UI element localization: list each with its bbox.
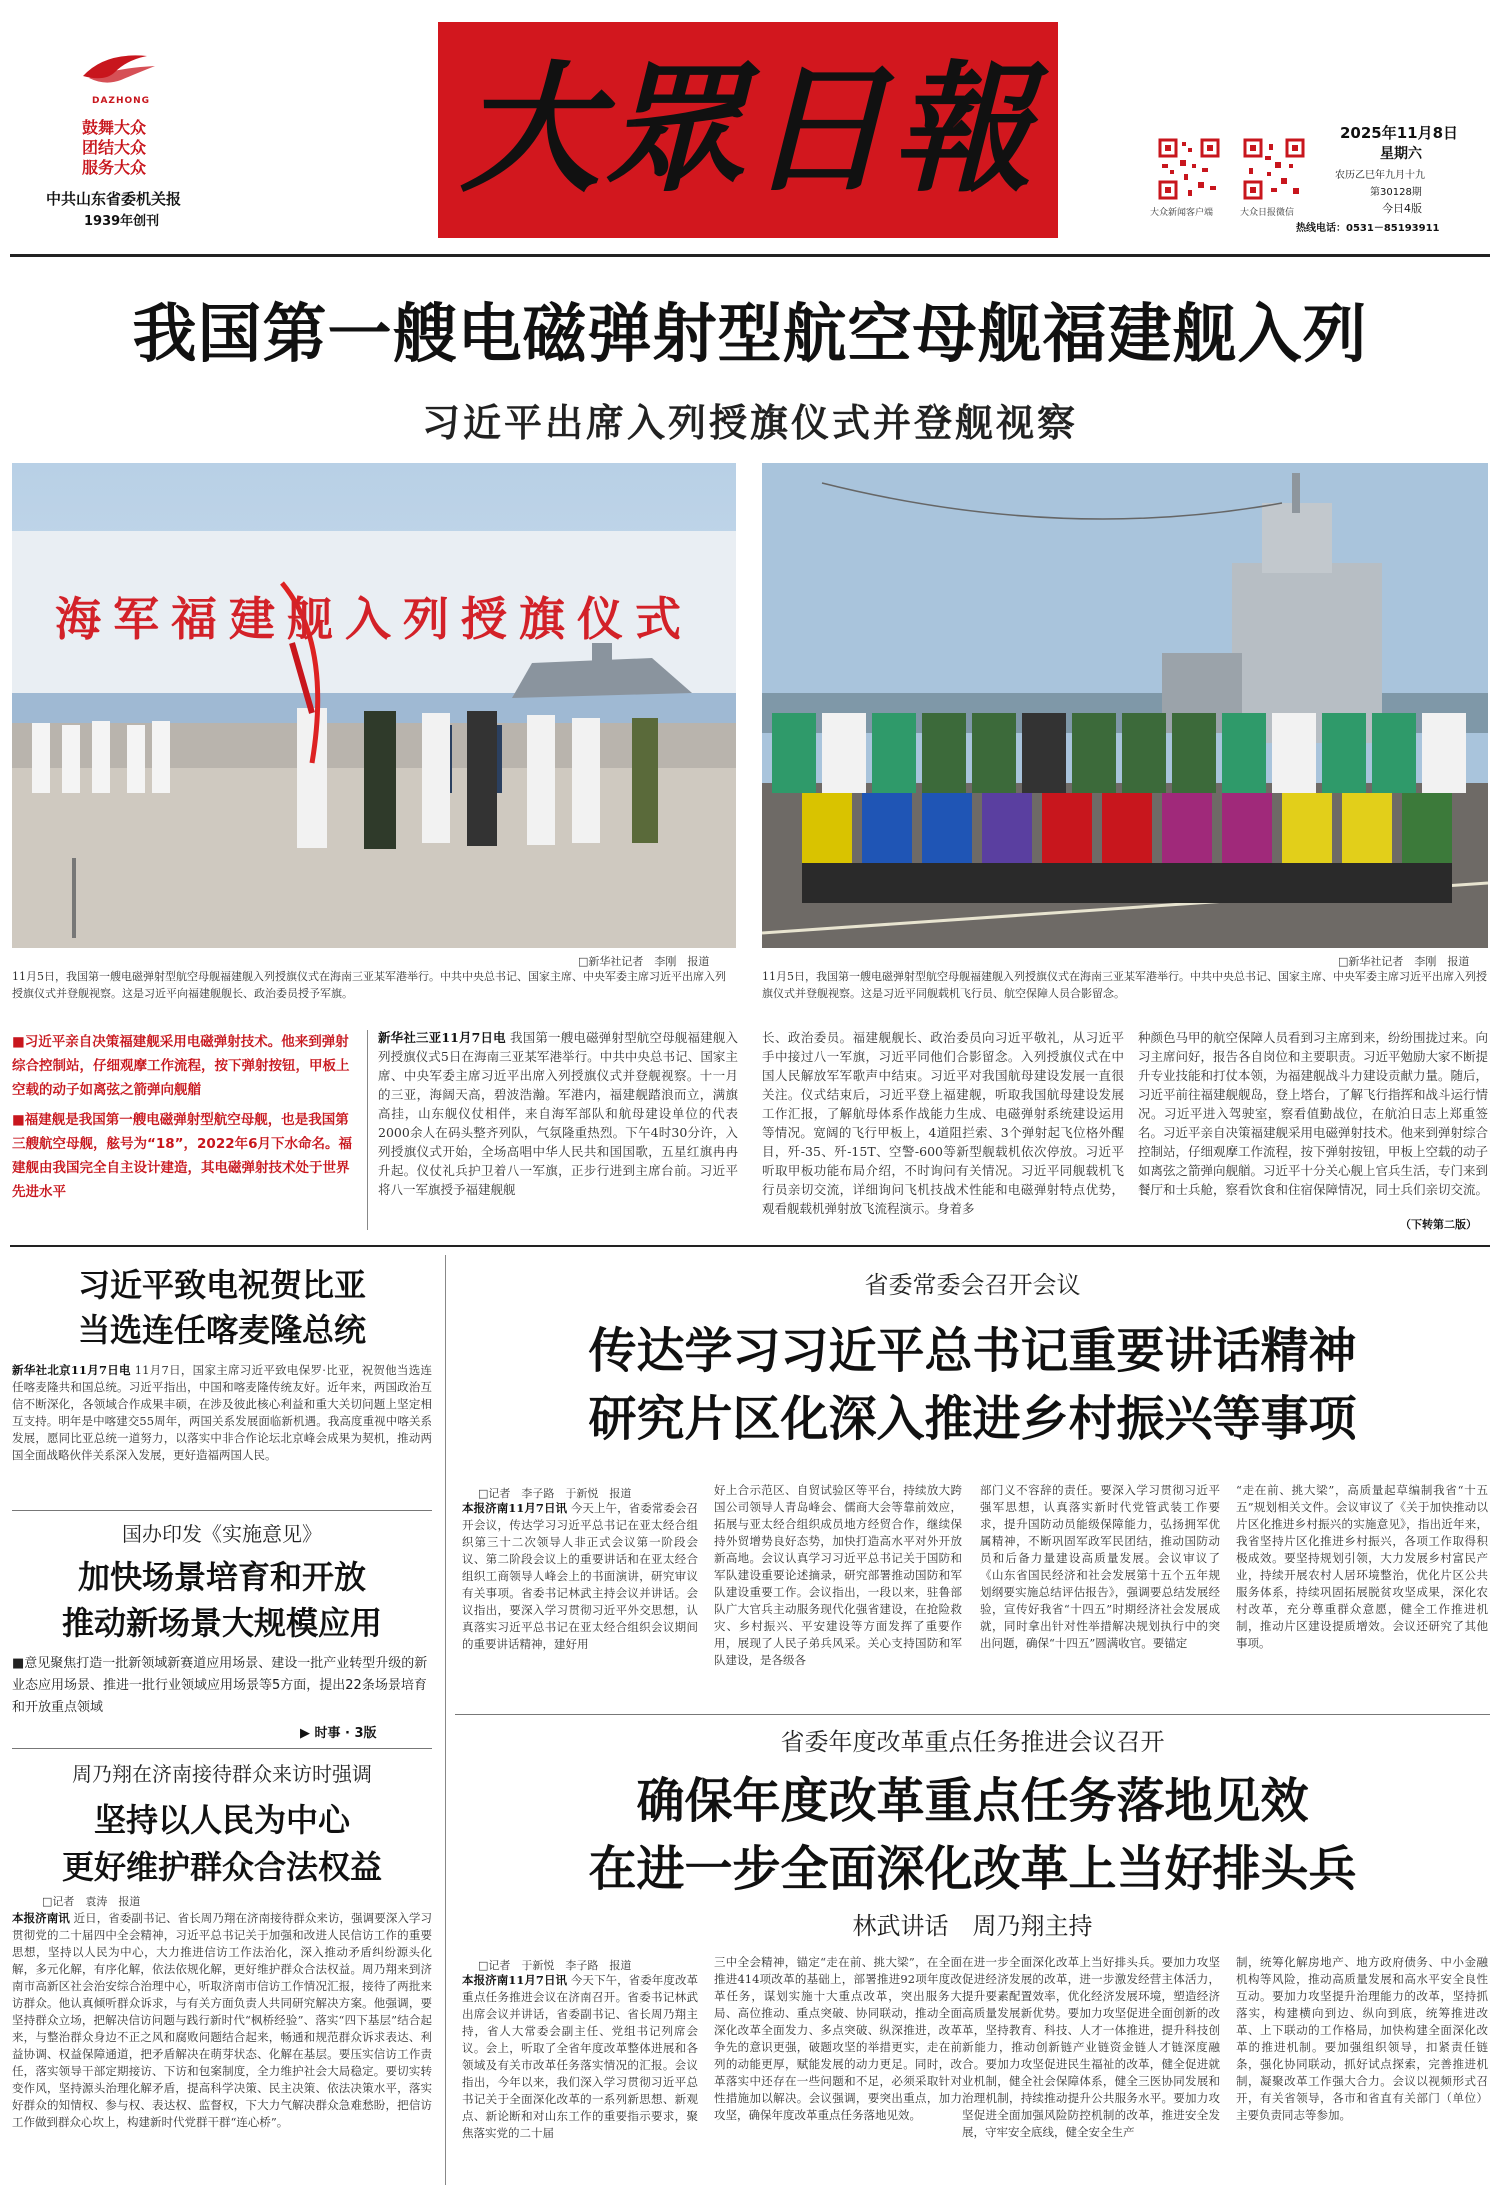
story1-dateline: 新华社北京11月7日电 [12,1363,131,1377]
story3-headline-2: 更好维护群众合法权益 [61,1848,382,1886]
lead-body-col-3 [1138,1028,1488,1213]
lead-dateline: 新华社三亚11月7日电 [378,1030,506,1045]
story4-col2-text: 好上合示范区、自贸试验区等平台，持续放大跨国公司领导人青岛峰会、儒商大会等靠前效应，拓展与亚太经合组织成员地方经贸合作，继续保持外贸增势良好态势，加快打造高水平对外开放新高地。会议认真学习习近平总书记关于国防和军队建设重要论述摘录，研究部署推动国防和军队建设重要工作。会议指出，一段以来，驻鲁部队广大官兵主动服务现代化强省建设，在抢险救灾、乡村振兴、平安建设等方面发挥了重要作用，展现了人民子弟兵风采。关心支持国防和军队建设，是各级各 [714,1483,962,1667]
story2-headline-1: 加快场景培育和开放 [77,1558,366,1596]
story4-col3-text: 部门义不容辞的责任。要深入学习贯彻习近平强军思想，认真落实新时代党管武装工作要求，提升国防动员能级保障能力，弘扬拥军优属精神，不断巩固军政军民团结，推动国防动员和后备力量建设高质量发展。会议审议了《山东省国民经济和社会发展第十五个五年规划纲要实施总结评估报告》，强调要总结发展经验，宣传好我省“十四五”时期经济社会发展成就，同时拿出针对性举措解决规划执行中的突出问题，确保“十四五”圆满收官。要锚定 [980,1483,1220,1650]
logo-text: DAZHONG [92,96,151,106]
slogan-3: 服务大众 [82,158,147,177]
founded-label: 1939年创刊 [84,214,160,229]
ceremony-photo [12,463,736,948]
story1-headline-1: 习近平致电祝贺比亚 [77,1266,366,1304]
masthead-title-block [438,22,1058,238]
story5-col-2 [714,1954,962,2182]
story1-headline-2: 当选连任喀麦隆总统 [77,1311,366,1349]
left-divider [12,1510,432,1511]
newspaper-logo-icon [75,46,165,96]
story5-col2-text: 三中全会精神，锚定“走在前、挑大梁”，在全面推进414项改革的基础上，部署推进92项年度改革任务，谋划实施十大重点改革，突出服务大局、高位推动、重点突破、协同联动，推动全面深化改革全面发力、多点突破、纵深推进，改革争先的意识更强，破题攻坚的举措更实，走在前列的动能更厚，赋能发展的动力更足。同时，改革落实中还存在一些问题和不足，必须采取针对性措施加以解决。会议强调，要突出重点，加力攻坚，确保年度改革重点任务落地见效。 [714,1955,962,2122]
lead-col2-text: 长、政治委员。福建舰舰长、政治委员向习近平敬礼，从习近平手中接过八一军旗，习近平同他们合影留念。入列授旗仪式在中国人民解放军军歌声中结束。习近平对我国航母建设发展一直很关注。仪式结束后，习近平登上福建舰，听取我国航母建设发展工作汇报，了解航母体系作战能力生成、电磁弹射系统建设运用等情况。宽阔的飞行甲板上，4道阻拦索、3个弹射起飞位格外醒目，歼-35、歼-15T、空警-600等新型舰载机依次停放。习近平听取甲板功能布局介绍，不时询问有关情况。习近平同舰载机飞行员亲切交流，详细询问飞机技战术性能和电磁弹射特点优势，观看舰载机弹射放飞流程演示。身着多 [762,1030,1124,1216]
carrier-deck-photo [762,463,1488,948]
story4-headline-2: 研究片区化深入推进乡村振兴等事项 [588,1391,1357,1447]
lead-body-col-1 [378,1028,738,1233]
slogan-2: 团结大众 [82,138,147,157]
column-rule [445,1255,446,2185]
story3-kicker: 周乃翔在济南接待群众来访时强调 [72,1762,372,1786]
photo1-caption: 11月5日，我国第一艘电磁弹射型航空母舰福建舰入列授旗仪式在海南三亚某军港举行。中共中央总书记、国家主席、中央军委主席习近平出席入列授旗仪式并登舰视察。这是习近平向福建舰舰长、政治委员授予军旗。 [12,970,726,1000]
masthead-divider [10,254,1490,257]
lead-headline: 我国第一艘电磁弹射型航空母舰福建舰入列 [132,297,1368,372]
story5-col3-text: 在进一步全面深化改革上当好排头兵。要加力攻坚促进经济发展的改革，进一步激发经营主体活力，提升要素配置效率，优化经济发展环境，塑造经济高质量发展新优势。要加力攻坚促进全面创新的改革，坚持教育、科技、人才一体推进，提升科技创新能力，推动创新链产业链资金链人才链深度融合。要加力攻坚促进民生福祉的改革，健全促进就业机制，健全社会保障体系，健全三医协同发展和治理机制，持续推动提升公共服务水平。要加力攻坚促进全面加强风险防控机制的改革，推进安全发展，守牢安全底线，健全安全生产 [962,1955,1220,2139]
page-count: 今日4版 [1382,202,1422,215]
story4-col1-text: 今天上午，省委常委会召开会议，传达学习习近平总书记在亚太经合组织第三十二次领导人非正式会议第一阶段会议、第二阶段会议上的重要讲话和在亚太经合组织工商领导人峰会上的书面演讲，研究审议有关事项。省委书记林武主持会议并讲话。会议指出，要深入学习贯彻习近平外交思想，认真落实习近平总书记在亚太经合组织会议期间的重要讲话精神，建好用 [462,1501,698,1651]
story1-body [12,1362,432,1502]
publisher-label: 中共山东省委机关报 [46,190,182,208]
lead-body-col-2 [762,1028,1124,1233]
photo2-credit: □新华社记者 李刚 报道 [1338,955,1470,968]
lead-subhead: 习近平出席入列授旗仪式并登舰视察 [421,400,1078,445]
right-divider [455,1714,1490,1715]
story5-headline-2: 在进一步全面深化改革上当好排头兵 [588,1841,1357,1897]
story1-text: 11月7日，国家主席习近平致电保罗·比亚，祝贺他当选连任喀麦隆共和国总统。习近平指出，中国和喀麦隆传统友好。近年来，两国政治互信不断深化，各领域合作成果丰硕，在涉及彼此核心利益和重大关切问题上坚定相互支持。明年是中喀建交55周年，两国关系发展面临新机遇。我高度重视中喀关系发展，愿同比亚总统一道努力，以落实中非合作论坛北京峰会成果为契机，推动两国全面战略伙伴关系深入发展，更好造福两国人民。 [12,1363,432,1462]
story5-kicker: 省委年度改革重点任务推进会议召开 [780,1728,1165,1756]
lunar-date: 农历乙巳年九月十九 [1335,170,1425,181]
issue-date: 2025年11月8日 [1340,124,1459,142]
lead-highlight-2: ■福建舰是我国第一艘电磁弹射型航空母舰，也是我国第三艘航空母舰，舷号为“18”，2022年6月下水命名。福建舰由我国完全自主设计建造，其电磁弹射技术处于世界先进水平 [12,1112,352,1200]
qr-code-icon [1243,138,1305,200]
lead-highlight-1: ■习近平亲自决策福建舰采用电磁弹射技术。他来到弹射综合控制站，仔细观摩工作流程，按下弹射按钮，甲板上空载的动子如离弦之箭弹向舰艏 [12,1034,350,1098]
ceremony-banner: 海军福建舰入列授旗仪式 [55,592,693,646]
story2-jump-link[interactable]: ▶ 时事 · 3版 [300,1726,377,1741]
column-rule [367,1030,368,1230]
story3-credit: □记者 袁涛 报道 [42,1895,141,1908]
story5-col4-text: 制，统筹化解房地产、地方政府债务、中小金融机构等风险，推动高质量发展和高水平安全良性互动。要加力攻坚提升治理能力的改革，坚持抓落实，构建横向到边、纵向到底，统筹推进改革、上下联动的工作格局，加快构建全面深化改革的推进机制。要加强组织领导，扣紧责任链条，强化协同联动，抓好试点探索，完善推进机制，凝聚改革工作强大合力。会议以视频形式召开，有关省领导，各市和省直有关部门（单位）主要负责同志等参加。 [1236,1955,1488,2122]
story4-col-3 [980,1482,1220,1707]
story4-col4-text: “走在前、挑大梁”，高质量起草编制我省“十五五”规划相关文件。会议审议了《关于加快推动以片区化推进乡村振兴的实施意见》，指出近年来，我省坚持片区化推进乡村振兴，各项工作取得积极成效。要坚持规划引领，大力发展乡村富民产业，持续开展农村人居环境整治，优化片区公共服务体系，持续巩固拓展脱贫攻坚成果，深化农村改革，充分尊重群众意愿，健全工作推进机制，推动片区建设提质增效。会议还研究了其他事项。 [1236,1483,1488,1650]
qr-code-icon [1158,138,1220,200]
story3-text: 近日，省委副书记、省长周乃翔在济南接待群众来访，强调要深入学习贯彻党的二十届四中全会精神，习近平总书记关于加强和改进人民信访工作的重要思想，坚持以人民为中心，大力推进信访工作法治化，深入推动矛盾纠纷源头化解，多元化解，有序化解，依法依规化解，更好维护群众合法权益。周乃翔来到济南市高新区社会治安综合治理中心，听取济南市信访工作情况汇报，接待了两批来访群众。他认真倾听群众诉求，与有关方面负责人共同研究解决方案。他强调，要坚持群众立场，把解决信访问题与践行新时代“枫桥经验”、落实“四下基层”结合起来，与整治群众身边不正之风和腐败问题结合起来，畅通和规范群众诉求表达、利益协调、权益保障通道，把矛盾解决在萌芽状态、化解在基层。要压实信访工作责任，落实领导干部定期接访、下访和包案制度，全力维护社会大局稳定。要切实转变作风，坚持源头治理化解矛盾，提高科学决策、民主决策、依法决策水平，落实好群众的知情权、参与权、表达权、监督权，下大力气解决群众急难愁盼，把信访工作做到群众心坎上，构建新时代党群干群“连心桥”。 [12,1911,432,2129]
story2-summary: ■意见聚焦打造一批新领域新赛道应用场景、建设一批产业转型升级的新业态应用场景、推进一批行业领域应用场景等5方面，提出22条场景培育和开放重点领域 [12,1656,428,1715]
story5-col1-text: 今天下午，省委年度改革重点任务推进会议在济南召开。省委书记林武出席会议并讲话，省委副书记、省长周乃翔主持，省人大常委会副主任、党组书记列席会议。会上，听取了全省年度改革整体进展和各领域及有关市改革任务落实情况的汇报。会议指出，今年以来，我们深入学习贯彻习近平总书记关于全面深化改革的一系列新思想、新观点、新论断和对山东工作的重要指示要求，聚焦落实党的二十届 [462,1973,698,2140]
story2-kicker: 国办印发《实施意见》 [122,1522,322,1546]
story5-col-4 [1236,1954,1488,2182]
photo2-caption: 11月5日，我国第一艘电磁弹射型航空母舰福建舰入列授旗仪式在海南三亚某军港举行。中共中央总书记、国家主席、中央军委主席习近平出席入列授旗仪式并登舰视察。这是习近平同舰载机飞行员、航空保障人员合影留念。 [762,970,1487,1000]
hotline: 热线电话：0531－85193911 [1296,223,1440,234]
issue-number: 第30128期 [1370,187,1422,198]
story4-col-4 [1236,1482,1488,1707]
story5-dateline: 本报济南11月7日讯 [462,1973,568,1987]
story5-col-3 [962,1954,1220,2182]
story5-col-1 [462,1972,698,2182]
qr1-label: 大众新闻客户端 [1150,208,1214,218]
story4-dateline: 本报济南11月7日讯 [462,1501,568,1515]
weekday: 星期六 [1380,146,1422,162]
left-divider [12,1748,432,1749]
masthead [0,0,1500,270]
qr2-label: 大众日报微信 [1240,208,1295,218]
story4-headline-1: 传达学习习近平总书记重要讲话精神 [588,1323,1357,1379]
story5-headline-1: 确保年度改革重点任务落地见效 [636,1773,1309,1829]
story5-credit: □记者 于新悦 李子路 报道 [478,1959,632,1972]
lead-col3-text: 种颜色马甲的航空保障人员看到习主席到来，纷纷围拢过来。向习主席问好，报告各自岗位和主要职责。习近平勉励大家不断提升专业技能和打仗本领，为福建舰战斗力建设贡献力量。随后，习近平前往福建舰舰岛，登上塔台，了解飞行指挥和战斗运行情况。习近平进入驾驶室，察看值勤战位，在航泊日志上郑重签名。习近平亲自决策福建舰采用电磁弹射技术。他来到弹射综合控制站，仔细观摩工作流程，按下弹射按钮，甲板上空载的动子如离弦之箭弹向舰艏。习近平十分关心舰上官兵生活，专门来到餐厅和士兵舱，察看饮食和住宿保障情况，同士兵们亲切交流。 [1138,1030,1488,1197]
story4-col-2 [714,1482,962,1707]
section-divider [10,1245,1490,1247]
slogan-1: 鼓舞大众 [82,118,147,137]
story3-body [12,1910,432,2182]
story4-col-1 [462,1500,698,1705]
story2-headline-2: 推动新场景大规模应用 [61,1604,382,1642]
story4-kicker: 省委常委会召开会议 [864,1271,1081,1299]
masthead-title: 大眾日報 [459,48,1036,212]
story4-credit: □记者 李子路 于新悦 报道 [478,1487,632,1500]
story5-subhead: 林武讲话 周乃翔主持 [852,1912,1093,1940]
photo1-credit: □新华社记者 李刚 报道 [578,955,710,968]
story3-headline-1: 坚持以人民为中心 [93,1801,350,1839]
story3-dateline: 本报济南讯 [12,1911,70,1925]
lead-jump: （下转第二版） [1400,1218,1477,1231]
lead-col1-text: 我国第一艘电磁弹射型航空母舰福建舰入列授旗仪式5日在海南三亚某军港举行。中共中央总书记、国家主席、中央军委主席习近平出席入列授旗仪式并登舰视察。十一月的三亚，海阔天高，碧波浩瀚。军港内，福建舰踏浪而立，满旗高挂，山东舰仪仗相伴，来自海军部队和航母建设单位的代表2000余人在码头整齐列队，气氛隆重热烈。下午4时30分许，入列授旗仪式开始，全场高唱中华人民共和国国歌，五星红旗冉冉升起。仪仗礼兵护卫着八一军旗，正步行进到主席台前。习近平将八一军旗授予福建舰舰 [378,1030,738,1197]
